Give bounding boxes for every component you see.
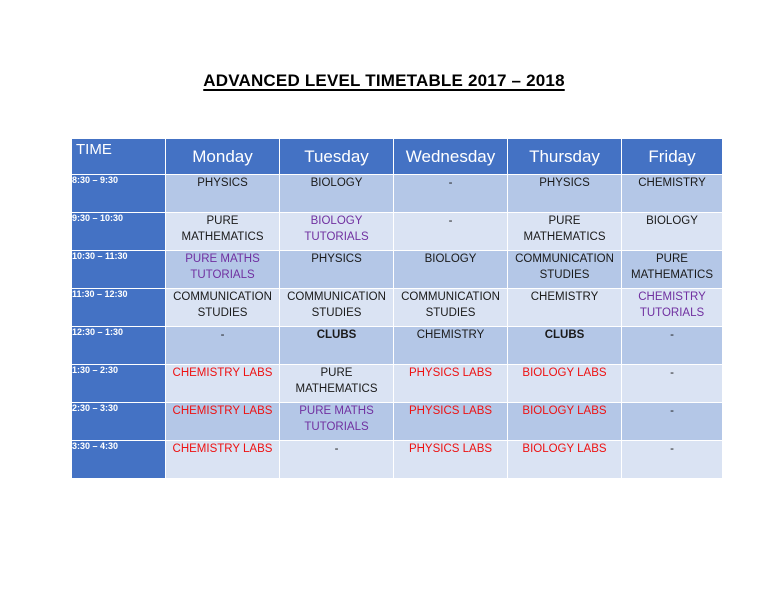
class-cell: BIOLOGY bbox=[394, 251, 508, 289]
class-cell: PHYSICS bbox=[166, 175, 280, 213]
day-header-friday: Friday bbox=[622, 139, 723, 175]
class-cell: - bbox=[394, 175, 508, 213]
time-slot: 10:30 – 11:30 bbox=[72, 251, 166, 289]
class-cell: PURE MATHEMATICS bbox=[166, 213, 280, 251]
time-slot: 8:30 – 9:30 bbox=[72, 175, 166, 213]
class-cell: BIOLOGY TUTORIALS bbox=[280, 213, 394, 251]
time-slot: 1:30 – 2:30 bbox=[72, 365, 166, 403]
class-cell: BIOLOGY LABS bbox=[508, 441, 622, 479]
time-slot: 12:30 – 1:30 bbox=[72, 327, 166, 365]
class-cell: CHEMISTRY TUTORIALS bbox=[622, 289, 723, 327]
class-cell: BIOLOGY bbox=[622, 213, 723, 251]
class-cell: - bbox=[622, 327, 723, 365]
class-cell: CHEMISTRY bbox=[622, 175, 723, 213]
class-cell: PHYSICS bbox=[280, 251, 394, 289]
class-cell: - bbox=[622, 441, 723, 479]
header-row bbox=[72, 139, 723, 175]
class-cell: PURE MATHS TUTORIALS bbox=[280, 403, 394, 441]
class-cell: - bbox=[622, 365, 723, 403]
class-cell: - bbox=[394, 213, 508, 251]
class-cell: - bbox=[280, 441, 394, 479]
class-cell: PHYSICS bbox=[508, 175, 622, 213]
table-row bbox=[72, 213, 723, 251]
class-cell: CHEMISTRY LABS bbox=[166, 441, 280, 479]
day-header-thursday: Thursday bbox=[508, 139, 622, 175]
time-slot: 3:30 – 4:30 bbox=[72, 441, 166, 479]
class-cell: CLUBS bbox=[508, 327, 622, 365]
class-cell: COMMUNICATION STUDIES bbox=[166, 289, 280, 327]
table-row bbox=[72, 441, 723, 479]
page-title: ADVANCED LEVEL TIMETABLE 2017 – 2018 bbox=[203, 71, 565, 90]
class-cell: BIOLOGY bbox=[280, 175, 394, 213]
class-cell: CHEMISTRY LABS bbox=[166, 403, 280, 441]
class-cell: BIOLOGY LABS bbox=[508, 365, 622, 403]
class-cell: - bbox=[166, 327, 280, 365]
class-cell: PURE MATHEMATICS bbox=[508, 213, 622, 251]
class-cell: - bbox=[622, 403, 723, 441]
class-cell: CLUBS bbox=[280, 327, 394, 365]
class-cell: BIOLOGY LABS bbox=[508, 403, 622, 441]
class-cell: CHEMISTRY LABS bbox=[166, 365, 280, 403]
day-header-wednesday: Wednesday bbox=[394, 139, 508, 175]
class-cell: CHEMISTRY bbox=[394, 327, 508, 365]
table-row bbox=[72, 289, 723, 327]
class-cell: PURE MATHEMATICS bbox=[622, 251, 723, 289]
class-cell: PURE MATHS TUTORIALS bbox=[166, 251, 280, 289]
day-header-tuesday: Tuesday bbox=[280, 139, 394, 175]
class-cell: PHYSICS LABS bbox=[394, 403, 508, 441]
class-cell: COMMUNICATION STUDIES bbox=[280, 289, 394, 327]
day-header-monday: Monday bbox=[166, 139, 280, 175]
class-cell: PHYSICS LABS bbox=[394, 441, 508, 479]
table-row bbox=[72, 327, 723, 365]
class-cell: PHYSICS LABS bbox=[394, 365, 508, 403]
class-cell: PURE MATHEMATICS bbox=[280, 365, 394, 403]
time-column-header: TIME bbox=[72, 139, 166, 175]
table-row bbox=[72, 365, 723, 403]
table-row bbox=[72, 251, 723, 289]
class-cell: CHEMISTRY bbox=[508, 289, 622, 327]
class-cell: COMMUNICATION STUDIES bbox=[508, 251, 622, 289]
table-row bbox=[72, 403, 723, 441]
time-slot: 9:30 – 10:30 bbox=[72, 213, 166, 251]
time-slot: 2:30 – 3:30 bbox=[72, 403, 166, 441]
class-cell: COMMUNICATION STUDIES bbox=[394, 289, 508, 327]
timetable bbox=[71, 138, 723, 479]
table-row bbox=[72, 175, 723, 213]
time-slot: 11:30 – 12:30 bbox=[72, 289, 166, 327]
